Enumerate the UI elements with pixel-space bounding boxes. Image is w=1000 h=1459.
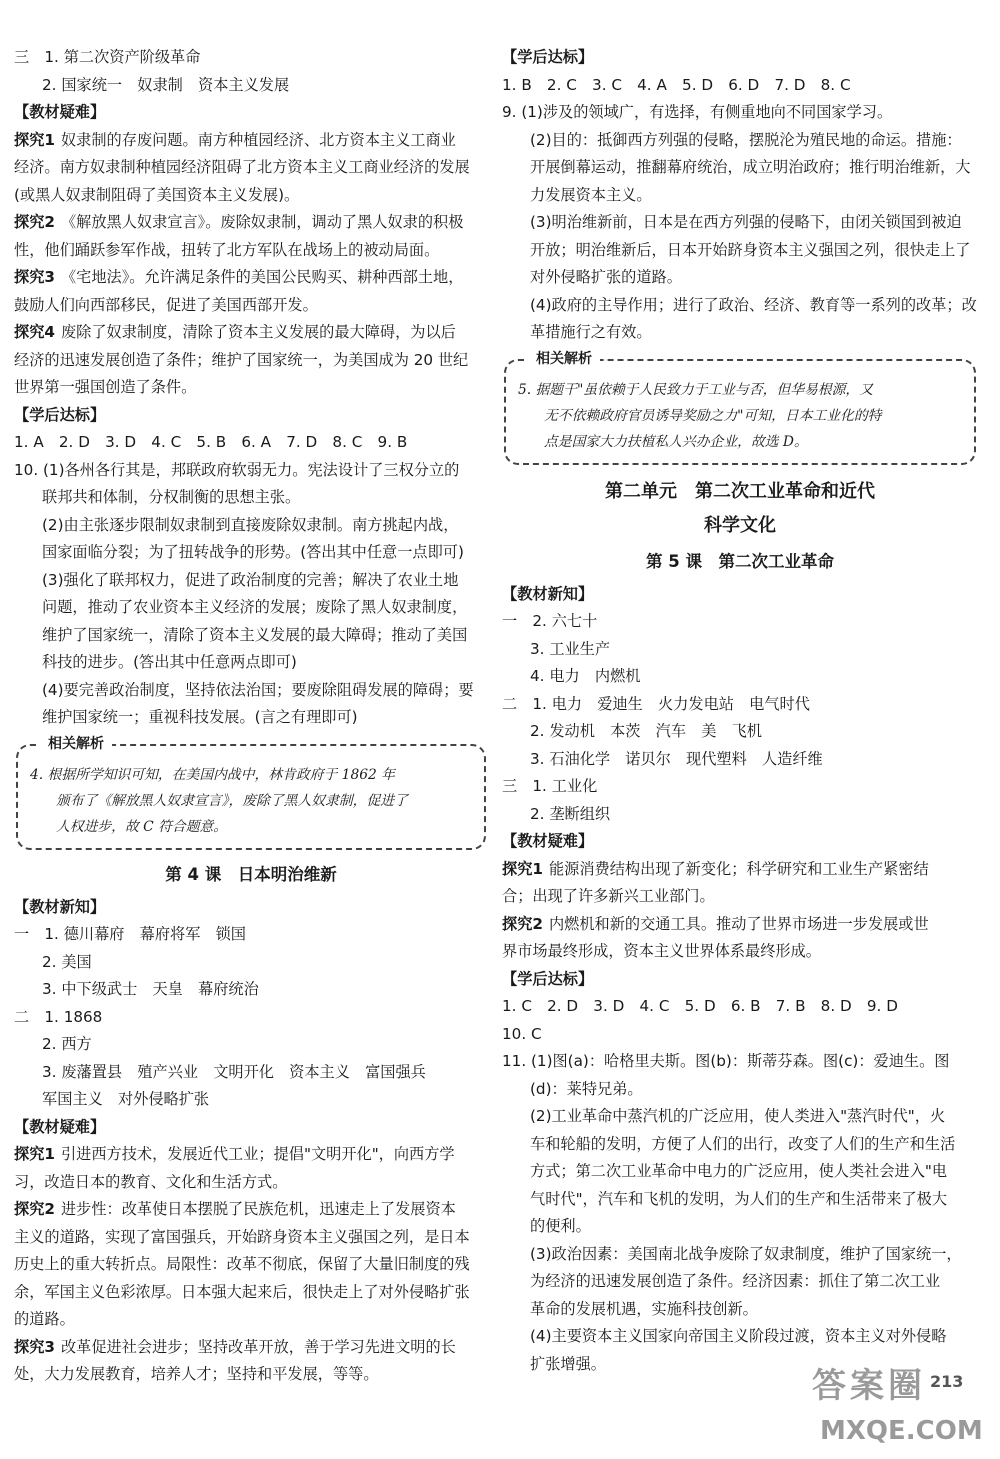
text-line: 革措施行之有效。 <box>530 323 652 341</box>
practice-heading: 【学后达标】 <box>14 405 106 424</box>
answer-line: 10. C <box>502 1024 542 1043</box>
explore-line: 习，改造日本的教育、文化和生活方式。 <box>14 1172 288 1191</box>
explore-line: 余，军国主义色彩浓厚。日本强大起来后，很快走上了对外侵略扩张 <box>14 1282 470 1301</box>
text-line: 一 2. 六七十 <box>502 612 598 630</box>
text-line: 联邦共和体制，分权制衡的思想主张。 <box>42 488 301 506</box>
text-line: 10. (1)各州各行其是，邦联政府软弱无力。宪法设计了三权分立的 <box>14 460 460 479</box>
text-line: 力发展资本主义。 <box>530 185 652 204</box>
text-line: (2)由主张逐步限制奴隶制到直接废除奴隶制。南方挑起内战， <box>42 515 459 534</box>
explore-text: 引进西方技术，发展近代工业；提倡"文明开化"，向西方学 <box>60 1145 455 1163</box>
question-11 <box>502 1048 978 1378</box>
watermark-top: 答案圈 <box>812 1366 926 1406</box>
explore-label: 探究3 <box>14 1337 55 1356</box>
question-10 <box>14 457 488 732</box>
text-line: 科技的进步。(答出其中任意两点即可) <box>42 653 297 671</box>
text-line: (2)目的：抵御西方列强的侵略，摆脱沦为殖民地的命运。措施： <box>530 130 962 149</box>
answer-line: 1. B 2. C 3. C 4. A 5. D 6. D 7. D 8. C <box>502 75 851 94</box>
part3-line1: 三 1. 第二次资产阶级革命 <box>14 48 201 66</box>
analysis-box <box>16 735 486 850</box>
explore-label: 探究1 <box>502 859 543 878</box>
explore-line <box>14 1141 488 1169</box>
explore-line: 鼓励人们向西部移民，促进了美国西部开发。 <box>14 295 318 314</box>
text-line: (3)强化了联邦权力，促进了政治制度的完善；解决了农业土地 <box>42 570 459 589</box>
explore-text: 能源消费结构出现了新变化；科学研究和工业生产紧密结 <box>548 859 929 878</box>
new-heading: 【教材新知】 <box>502 584 594 603</box>
text-line: 2. 美国 <box>42 952 92 971</box>
explore-text: 进步性：改革使日本摆脱了民族危机，迅速走上了发展资本 <box>60 1200 456 1218</box>
text-line: 3. 废藩置县 殖产兴业 文明开化 资本主义 富国强兵 <box>42 1062 426 1081</box>
explore-line <box>14 1334 488 1362</box>
analysis-line: 无不依赖政府官员诱导奖励之力"可知，日本工业化的特 <box>544 407 882 424</box>
doubt-heading-2: 【教材疑难】 <box>14 1117 106 1136</box>
text-line: (d)：莱特兄弟。 <box>530 1079 643 1098</box>
explore-label: 探究4 <box>14 323 55 341</box>
question-9 <box>502 99 978 347</box>
text-line: 军国主义 对外侵略扩张 <box>42 1090 210 1108</box>
explore-line: 性，他们踊跃参军作战，扭转了北方军队在战场上的被动局面。 <box>14 240 440 259</box>
explore-line: 的道路。 <box>14 1310 75 1328</box>
explore-block <box>14 127 488 402</box>
explore-text: 奴隶制的存废问题。南方种植园经济、北方资本主义工商业 <box>60 130 456 149</box>
text-line: 2. 西方 <box>42 1035 92 1053</box>
text-line: 的便利。 <box>530 1217 591 1235</box>
practice-heading: 【学后达标】 <box>502 48 594 66</box>
explore-line: 主义的道路，实现了富国强兵，开始跻身资本主义强国之列，是日本 <box>14 1227 470 1246</box>
text-line: 二 1. 1868 <box>14 1007 103 1026</box>
analysis-line: 4. 根据所学知识可知，在美国内战中，林肯政府于 1862 年 <box>30 766 395 783</box>
explore-line <box>14 209 488 237</box>
text-line: 维护了国家统一，清除了资本主义发展的最大障碍；推动了美国 <box>42 625 468 644</box>
text-line: 维护国家统一；重视科技发展。(言之有理即可) <box>42 708 358 726</box>
text-line: 一 1. 德川幕府 幕府将军 锁国 <box>14 925 246 943</box>
explore-line: 处，大力发展教育，培养人才；坚持和平发展，等等。 <box>14 1365 379 1383</box>
text-line: 国家面临分裂；为了扭转战争的形势。(答出其中任意一点即可) <box>42 543 464 561</box>
text-line: (2)工业革命中蒸汽机的广泛应用，使人类进入"蒸汽时代"，火 <box>530 1107 946 1125</box>
text-line: 对外侵略扩张的道路。 <box>530 268 682 286</box>
explore-label: 探究2 <box>502 914 543 933</box>
text-line: 2. 垄断组织 <box>530 804 611 823</box>
lesson4-title: 第 4 课 日本明治维新 <box>165 864 337 884</box>
text-line: 车和轮船的发明，方便了人们的出行，改变了人们的生产和生活 <box>530 1134 956 1153</box>
explore-line: 合；出现了许多新兴工业部门。 <box>502 887 715 905</box>
explore-line <box>14 1196 488 1224</box>
text-line: (3)明治维新前，日本是在西方列强的侵略下，由闭关锁国到被迫 <box>530 213 962 231</box>
explore-line <box>502 856 978 884</box>
text-line: 4. 电力 内燃机 <box>530 667 641 685</box>
analysis-line: 颁布了《解放黑人奴隶宣言》，废除了黑人奴隶制，促进了 <box>56 792 408 809</box>
text-line: 扩张增强。 <box>530 1354 606 1373</box>
explore-line <box>14 127 488 155</box>
explore-text: 《解放黑人奴隶宣言》。废除奴隶制，调动了黑人奴隶的积极 <box>60 213 464 231</box>
analysis-label: 相关解析 <box>40 734 112 754</box>
explore-text: 废除了奴隶制度，清除了资本主义发展的最大障碍，为以后 <box>60 323 456 341</box>
doubt-heading: 【教材疑难】 <box>502 832 594 850</box>
practice-heading-2: 【学后达标】 <box>502 969 594 988</box>
text-line: 二 1. 电力 爱迪生 火力发电站 电气时代 <box>502 694 810 713</box>
text-line: 3. 石油化学 诺贝尔 现代塑料 人造纤维 <box>530 749 823 768</box>
text-line: 气时代"，汽车和飞机的发明，为人们的生产和生活带来了极大 <box>530 1189 948 1208</box>
explore-line: (或黑人奴隶制阻碍了美国资本主义发展)。 <box>14 185 300 204</box>
explore-label: 探究2 <box>14 1200 55 1218</box>
text-line: (3)政治因素：美国南北战争废除了奴隶制度，维护了国家统一， <box>530 1244 962 1263</box>
lesson5-title: 第 5 课 第二次工业革命 <box>646 551 834 571</box>
unit-title-2: 科学文化 <box>704 514 776 536</box>
analysis-line: 点是国家大力扶植私人兴办企业，故选 D。 <box>544 433 808 450</box>
text-line: 11. (1)图(a)：哈格里夫斯。图(b)：斯蒂芬森。图(c)：爱迪生。图 <box>502 1052 950 1070</box>
text-line: 开放；明治维新后，日本开始跻身资本主义强国之列，很快走上了 <box>530 240 971 259</box>
doubt-heading: 【教材疑难】 <box>14 103 106 121</box>
new-heading: 【教材新知】 <box>14 897 106 916</box>
explore-line <box>14 319 488 347</box>
analysis-label: 相关解析 <box>528 349 600 369</box>
explore-block <box>502 856 978 966</box>
text-line: (4)政府的主导作用；进行了政治、经济、教育等一系列的改革；改 <box>530 295 977 314</box>
explore-line: 界市场最终形成，资本主义世界体系最终形成。 <box>502 942 821 960</box>
explore-label: 探究2 <box>14 213 55 231</box>
answer-line: 1. C 2. D 3. D 4. C 5. D 6. B 7. B 8. D 9. D <box>502 997 898 1015</box>
part3-line2: 2. 国家统一 奴隶制 资本主义发展 <box>42 75 290 94</box>
text-line: (4)主要资本主义国家向帝国主义阶段过渡，资本主义对外侵略 <box>530 1327 947 1345</box>
answer-line: 1. A 2. D 3. D 4. C 5. B 6. A 7. D 8. C 9. B <box>14 433 408 451</box>
explore-text: 《宅地法》。允许满足条件的美国公民购买、耕种西部土地， <box>60 268 464 286</box>
text-line: 3. 中下级武士 天皇 幕府统治 <box>42 980 259 998</box>
explore-text: 内燃机和新的交通工具。推动了世界市场进一步发展或世 <box>548 914 929 933</box>
left-column <box>14 44 488 1389</box>
analysis-line: 人权进步，故 C 符合题意。 <box>56 818 228 835</box>
explore-text: 改革促进社会进步；坚持改革开放，善于学习先进文明的长 <box>60 1337 456 1356</box>
text-line: 革命的发展机遇，实施科技创新。 <box>530 1299 758 1318</box>
text-line: 方式；第二次工业革命中电力的广泛应用，使人类社会进入"电 <box>530 1162 948 1180</box>
page-number: 213 <box>930 1372 964 1391</box>
new-knowledge-list <box>502 608 978 828</box>
explore-line <box>14 264 488 292</box>
explore-block-2 <box>14 1141 488 1389</box>
explore-line: 经济。南方奴隶制种植园经济阻碍了北方资本主义工商业经济的发展 <box>14 158 470 176</box>
text-line: 9. (1)涉及的领域广，有选择，有侧重地向不同国家学习。 <box>502 103 893 121</box>
text-line: 3. 工业生产 <box>530 639 611 658</box>
explore-label: 探究1 <box>14 1145 55 1163</box>
explore-label: 探究1 <box>14 130 55 149</box>
right-column <box>502 44 978 1378</box>
text-line: 三 1. 工业化 <box>502 777 598 795</box>
new-knowledge-list <box>14 921 488 1114</box>
explore-line: 历史上的重大转折点。局限性：改革不彻底，保留了大量旧制度的残 <box>14 1255 470 1273</box>
text-line: 问题，推动了农业资本主义经济的发展；废除了黑人奴隶制度， <box>42 598 468 616</box>
text-line: 为经济的迅速发展创造了条件。经济因素：抓住了第二次工业 <box>530 1272 941 1290</box>
explore-line <box>502 911 978 939</box>
explore-line: 经济的迅速发展创造了条件；维护了国家统一，为美国成为 20 世纪 <box>14 350 469 369</box>
unit-title: 第二单元 第二次工业革命和近代 <box>605 480 875 502</box>
explore-label: 探究3 <box>14 268 55 286</box>
watermark-bottom: MXQE.COM <box>820 1416 983 1446</box>
text-line: (4)要完善政治制度，坚持依法治国；要废除阻碍发展的障碍；要 <box>42 680 474 699</box>
text-line: 2. 发动机 本茨 汽车 美 飞机 <box>530 722 762 740</box>
analysis-line: 5. 据题干"虽依赖于人民致力于工业与否，但华易根源，又 <box>518 381 874 398</box>
analysis-box <box>504 350 976 465</box>
text-line: 开展倒幕运动，推翻幕府统治，成立明治政府；推行明治维新，大 <box>530 158 971 176</box>
explore-line: 世界第一强国创造了条件。 <box>14 378 197 396</box>
